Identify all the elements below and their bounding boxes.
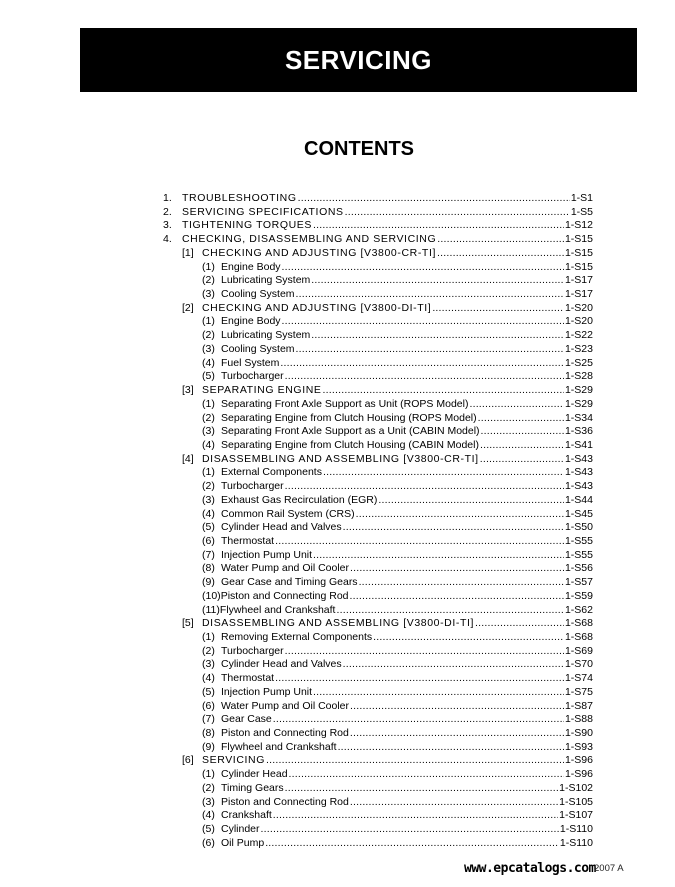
toc-entry[interactable] <box>163 219 593 233</box>
toc-entry-page: 1-S15 <box>564 260 593 273</box>
toc-dot-leader <box>350 727 564 741</box>
toc-dot-leader <box>350 700 564 714</box>
toc-entry[interactable] <box>163 398 593 412</box>
toc-entry-page: 1-S43 <box>564 480 593 493</box>
toc-entry[interactable] <box>163 480 593 494</box>
toc-entry[interactable] <box>163 837 593 851</box>
toc-entry-page: 1-S29 <box>564 397 593 410</box>
toc-entry-number: (1) <box>202 466 215 479</box>
toc-entry-page: 1-S44 <box>564 493 593 506</box>
toc-entry-page: 1-S45 <box>564 507 593 520</box>
toc-entry-number: [3] <box>182 384 194 397</box>
toc-dot-leader <box>285 480 564 494</box>
toc-dot-leader <box>282 315 564 329</box>
toc-dot-leader <box>311 274 564 288</box>
toc-entry-number: (10) <box>202 589 221 602</box>
toc-entry-page: 1-S105 <box>559 795 593 808</box>
toc-entry-page: 1-S88 <box>564 713 593 726</box>
toc-entry-title: Water Pump and Oil Cooler <box>221 699 349 712</box>
toc-entry-title: Turbocharger <box>221 644 284 657</box>
toc-entry[interactable] <box>163 302 593 316</box>
toc-entry-number: (4) <box>202 809 215 822</box>
toc-dot-leader <box>285 782 559 796</box>
toc-entry[interactable] <box>163 535 593 549</box>
toc-dot-leader <box>273 713 564 727</box>
toc-entry[interactable] <box>163 686 593 700</box>
toc-dot-leader <box>323 466 564 480</box>
toc-entry[interactable] <box>163 658 593 672</box>
toc-entry[interactable] <box>163 562 593 576</box>
toc-entry-page: 1-S59 <box>564 589 593 602</box>
toc-entry[interactable] <box>163 425 593 439</box>
toc-entry-title: Cooling System <box>221 342 295 355</box>
toc-entry-number: (2) <box>202 411 215 424</box>
toc-entry-title: Injection Pump Unit <box>221 548 313 561</box>
toc-dot-leader <box>373 631 564 645</box>
toc-dot-leader <box>338 741 564 755</box>
toc-entry-title: Flywheel and Crankshaft <box>219 603 336 616</box>
toc-entry-title: Cooling System <box>221 288 295 301</box>
toc-dot-leader <box>343 521 564 535</box>
toc-entry-page: 1-S70 <box>564 658 593 671</box>
toc-entry-page: 1-S55 <box>564 548 593 561</box>
toc-entry-title: Injection Pump Unit <box>221 685 313 698</box>
toc-entry-title: SERVICING <box>202 754 265 767</box>
toc-entry-title: Gear Case <box>221 713 272 726</box>
toc-entry-number: [5] <box>182 617 194 630</box>
toc-dot-leader <box>296 288 564 302</box>
toc-entry-number: (2) <box>202 480 215 493</box>
toc-entry-number: (3) <box>202 342 215 355</box>
toc-entry-title: Common Rail System (CRS) <box>221 507 355 520</box>
toc-entry-number: (4) <box>202 507 215 520</box>
toc-entry-page: 1-S110 <box>559 836 593 849</box>
toc-entry-page: 1-S96 <box>564 768 593 781</box>
toc-entry-number: (5) <box>202 685 215 698</box>
toc-dot-leader <box>343 658 564 672</box>
toc-dot-leader <box>313 219 564 233</box>
toc-dot-leader <box>285 645 564 659</box>
toc-entry[interactable] <box>163 288 593 302</box>
toc-dot-leader <box>478 412 564 426</box>
toc-entry-number: (1) <box>202 768 215 781</box>
toc-entry-page: 1-S36 <box>564 425 593 438</box>
toc-entry-number: (1) <box>202 260 215 273</box>
toc-entry[interactable] <box>163 508 593 522</box>
toc-entry-number: (5) <box>202 823 215 836</box>
toc-entry[interactable] <box>163 192 593 206</box>
toc-dot-leader <box>296 343 564 357</box>
toc-entry-number: (11) <box>202 603 220 616</box>
toc-entry-title: Lubricating System <box>221 329 311 342</box>
toc-entry-title: Separating Engine from Clutch Housing (CABIN Model) <box>221 438 479 451</box>
toc-entry-number: 3. <box>163 219 172 232</box>
toc-entry[interactable] <box>163 823 593 837</box>
toc-entry-number: (2) <box>202 781 215 794</box>
toc-entry-number: (1) <box>202 315 215 328</box>
toc-entry-title: Thermostat <box>221 672 275 685</box>
toc-entry[interactable] <box>163 233 593 247</box>
toc-dot-leader <box>350 590 564 604</box>
toc-entry-number: (3) <box>202 795 215 808</box>
toc-entry-number: (8) <box>202 562 215 575</box>
toc-entry-number: (5) <box>202 370 215 383</box>
toc-entry[interactable] <box>163 494 593 508</box>
toc-dot-leader <box>350 796 558 810</box>
toc-dot-leader <box>265 837 559 851</box>
toc-entry[interactable] <box>163 809 593 823</box>
toc-entry-number: [1] <box>182 246 194 259</box>
toc-entry[interactable] <box>163 727 593 741</box>
toc-entry-page: 1-S69 <box>564 644 593 657</box>
toc-entry[interactable] <box>163 741 593 755</box>
toc-entry-number: 1. <box>163 192 172 204</box>
toc-entry-page: 1-S20 <box>564 301 593 314</box>
toc-entry-page: 1-S93 <box>564 740 593 753</box>
toc-entry-title: Turbocharger <box>221 480 284 493</box>
toc-entry-title: Thermostat <box>221 534 275 547</box>
toc-dot-leader <box>356 508 564 522</box>
toc-entry[interactable] <box>163 768 593 782</box>
toc-entry-page: 1-S17 <box>564 288 593 301</box>
toc-dot-leader <box>313 549 564 563</box>
toc-entry[interactable] <box>163 700 593 714</box>
toc-dot-leader <box>313 686 564 700</box>
toc-entry-title: SEPARATING ENGINE <box>202 384 322 397</box>
toc-entry-number: (3) <box>202 425 215 438</box>
toc-entry[interactable] <box>163 713 593 727</box>
toc-entry-number: [6] <box>182 754 194 767</box>
toc-entry[interactable] <box>163 261 593 275</box>
toc-entry-number: (3) <box>202 493 215 506</box>
toc-entry-page: 1-S68 <box>564 631 593 643</box>
toc-entry-title: Piston and Connecting Rod <box>221 795 349 808</box>
toc-entry-number: (4) <box>202 672 215 685</box>
toc-entry-title: CHECKING AND ADJUSTING [V3800-CR-TI] <box>202 246 436 259</box>
toc-entry-number: (7) <box>202 548 215 561</box>
toc-entry-number: (4) <box>202 438 215 451</box>
table-of-contents <box>163 192 593 851</box>
toc-entry-page: 1-S15 <box>564 233 593 246</box>
toc-entry-number: (2) <box>202 644 215 657</box>
toc-dot-leader <box>437 233 564 247</box>
toc-entry-title: Engine Body <box>221 315 281 328</box>
toc-entry-page: 1-S43 <box>564 466 593 479</box>
toc-entry-number: (5) <box>202 521 215 534</box>
page-footer <box>464 861 664 879</box>
toc-entry-number: (6) <box>202 534 215 547</box>
toc-entry-title: Piston and Connecting Rod <box>220 589 349 602</box>
toc-entry-number: (2) <box>202 274 215 287</box>
toc-entry-number: (9) <box>202 576 215 589</box>
toc-dot-leader <box>261 823 559 837</box>
toc-entry[interactable] <box>163 466 593 480</box>
toc-entry[interactable] <box>163 315 593 329</box>
toc-entry-page: 1-S25 <box>564 356 593 369</box>
toc-entry[interactable] <box>163 343 593 357</box>
toc-entry-title: DISASSEMBLING AND ASSEMBLING [V3800-CR-TI] <box>202 452 479 465</box>
toc-entry[interactable] <box>163 576 593 590</box>
toc-entry-title: External Components <box>221 466 322 479</box>
toc-entry-page: 1-S1 <box>570 192 593 204</box>
section-banner <box>80 28 637 92</box>
toc-entry-number: (3) <box>202 658 215 671</box>
toc-dot-leader <box>285 370 564 384</box>
toc-entry-number: (3) <box>202 288 215 301</box>
toc-entry-title: Separating Front Axle Support as a Unit (CABIN Model) <box>221 425 480 438</box>
toc-entry-title: SERVICING SPECIFICATIONS <box>182 205 344 218</box>
toc-entry-title: Removing External Components <box>221 631 373 643</box>
toc-dot-leader <box>350 562 564 576</box>
toc-dot-leader <box>480 453 564 467</box>
toc-dot-leader <box>273 809 558 823</box>
toc-entry-page: 1-S22 <box>564 329 593 342</box>
toc-entry-number: (2) <box>202 329 215 342</box>
toc-entry-page: 1-S62 <box>564 603 593 616</box>
toc-dot-leader <box>275 535 564 549</box>
toc-entry[interactable] <box>163 206 593 220</box>
toc-entry-page: 1-S50 <box>564 521 593 534</box>
toc-entry-number: [2] <box>182 301 194 314</box>
toc-entry-page: 1-S23 <box>564 342 593 355</box>
edition-label: 2007 A <box>594 863 624 874</box>
toc-entry-title: Timing Gears <box>221 781 284 794</box>
toc-entry-number: [4] <box>182 452 194 465</box>
toc-entry-number: (6) <box>202 836 215 849</box>
toc-entry[interactable] <box>163 439 593 453</box>
toc-entry-title: Gear Case and Timing Gears <box>221 576 358 589</box>
toc-dot-leader <box>311 329 564 343</box>
toc-dot-leader <box>432 302 564 316</box>
toc-entry-number: (7) <box>202 713 215 726</box>
toc-entry-page: 1-S110 <box>559 823 593 836</box>
toc-entry-title: Lubricating System <box>221 274 311 287</box>
toc-entry[interactable] <box>163 782 593 796</box>
toc-dot-leader <box>345 206 570 220</box>
toc-entry-number: (4) <box>202 356 215 369</box>
toc-entry-page: 1-S56 <box>564 562 593 575</box>
toc-entry[interactable] <box>163 384 593 398</box>
toc-entry-number: (9) <box>202 740 215 753</box>
toc-entry[interactable] <box>163 590 593 604</box>
toc-entry[interactable] <box>163 645 593 659</box>
toc-entry-page: 1-S15 <box>564 246 593 259</box>
toc-entry-number: (1) <box>202 631 215 643</box>
toc-entry-page: 1-S28 <box>564 370 593 383</box>
watermark-url[interactable]: www.epcatalogs.com <box>464 861 596 876</box>
toc-entry-page: 1-S107 <box>559 809 593 822</box>
toc-entry-page: 1-S68 <box>564 617 593 630</box>
toc-entry-title: Fuel System <box>221 356 280 369</box>
toc-entry-page: 1-S102 <box>559 781 593 794</box>
toc-entry-title: Cylinder <box>221 823 260 836</box>
toc-entry[interactable] <box>163 357 593 371</box>
toc-entry-page: 1-S41 <box>564 438 593 451</box>
toc-entry-number: (6) <box>202 699 215 712</box>
toc-entry-title: CHECKING AND ADJUSTING [V3800-DI-TI] <box>202 301 432 314</box>
toc-dot-leader <box>289 768 564 782</box>
toc-entry-page: 1-S90 <box>564 727 593 740</box>
toc-entry-title: Turbocharger <box>221 370 284 383</box>
toc-entry[interactable] <box>163 247 593 261</box>
toc-entry-title: Cylinder Head <box>221 768 288 781</box>
toc-entry-title: TROUBLESHOOTING <box>182 192 297 204</box>
toc-entry-page: 1-S74 <box>564 672 593 685</box>
toc-dot-leader <box>437 247 564 261</box>
toc-entry-title: Separating Engine from Clutch Housing (ROPS Model) <box>221 411 477 424</box>
toc-entry-page: 1-S75 <box>564 685 593 698</box>
toc-entry-title: Cylinder Head and Valves <box>221 658 342 671</box>
toc-entry[interactable] <box>163 453 593 467</box>
toc-entry-title: Exhaust Gas Recirculation (EGR) <box>221 493 378 506</box>
toc-entry-page: 1-S5 <box>570 205 593 218</box>
toc-dot-leader <box>481 425 564 439</box>
toc-entry-number: 2. <box>163 205 172 218</box>
toc-entry[interactable] <box>163 412 593 426</box>
toc-dot-leader <box>378 494 564 508</box>
toc-dot-leader <box>475 617 564 631</box>
toc-entry-page: 1-S12 <box>564 219 593 232</box>
toc-dot-leader <box>275 672 564 686</box>
toc-entry-title: DISASSEMBLING AND ASSEMBLING [V3800-DI-TI] <box>202 617 475 630</box>
toc-dot-leader <box>323 384 564 398</box>
toc-entry-title: Crankshaft <box>221 809 272 822</box>
toc-entry-title: Water Pump and Oil Cooler <box>221 562 349 575</box>
toc-entry-title: Engine Body <box>221 260 281 273</box>
toc-entry-title: TIGHTENING TORQUES <box>182 219 313 232</box>
banner-title: SERVICING <box>284 44 433 75</box>
contents-heading: CONTENTS <box>304 138 414 160</box>
toc-entry-page: 1-S87 <box>564 699 593 712</box>
toc-entry-title: Separating Front Axle Support as Unit (ROPS Model) <box>221 397 469 410</box>
toc-entry-page: 1-S43 <box>564 452 593 465</box>
toc-entry-page: 1-S20 <box>564 315 593 328</box>
toc-dot-leader <box>480 439 564 453</box>
toc-entry-page: 1-S57 <box>564 576 593 589</box>
toc-entry[interactable] <box>163 521 593 535</box>
toc-dot-leader <box>469 398 564 412</box>
toc-entry[interactable] <box>163 796 593 810</box>
toc-dot-leader <box>359 576 564 590</box>
toc-entry[interactable] <box>163 329 593 343</box>
toc-entry[interactable] <box>163 672 593 686</box>
toc-entry-title: CHECKING, DISASSEMBLING AND SERVICING <box>182 233 437 246</box>
toc-entry-title: Cylinder Head and Valves <box>221 521 342 534</box>
toc-entry[interactable] <box>163 370 593 384</box>
toc-entry[interactable] <box>163 549 593 563</box>
toc-entry-title: Oil Pump <box>221 836 265 849</box>
toc-entry[interactable] <box>163 274 593 288</box>
toc-dot-leader <box>282 261 564 275</box>
toc-dot-leader <box>298 192 570 206</box>
toc-dot-leader <box>336 604 564 618</box>
toc-entry-number: (1) <box>202 397 215 410</box>
toc-entry-page: 1-S96 <box>564 754 593 767</box>
toc-entry-title: Flywheel and Crankshaft <box>221 740 337 753</box>
toc-entry[interactable] <box>163 604 593 618</box>
toc-dot-leader <box>280 357 564 371</box>
toc-entry[interactable] <box>163 631 593 645</box>
toc-entry[interactable] <box>163 754 593 768</box>
toc-entry[interactable] <box>163 617 593 631</box>
toc-entry-page: 1-S34 <box>564 411 593 424</box>
toc-entry-page: 1-S17 <box>564 274 593 287</box>
toc-entry-page: 1-S29 <box>564 384 593 397</box>
toc-entry-page: 1-S55 <box>564 534 593 547</box>
toc-dot-leader <box>266 754 564 768</box>
toc-entry-title: Piston and Connecting Rod <box>221 727 349 740</box>
toc-entry-number: 4. <box>163 233 172 246</box>
toc-entry-number: (8) <box>202 727 215 740</box>
